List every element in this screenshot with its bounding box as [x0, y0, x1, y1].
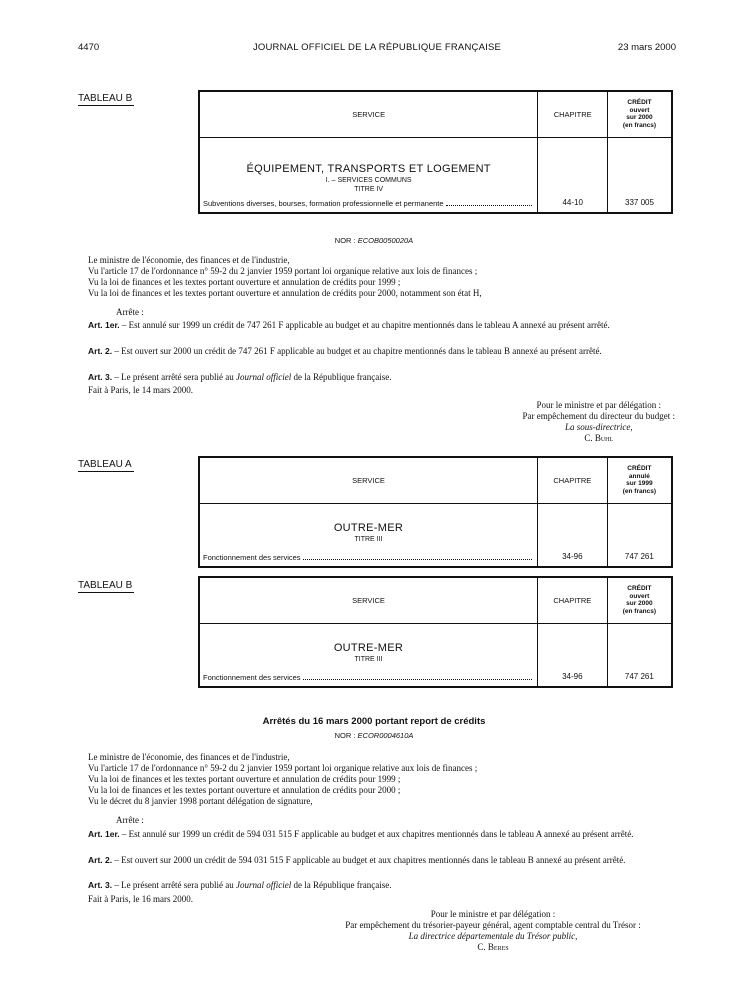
nor-line-2: NOR : ECOR0004610A: [334, 731, 414, 740]
col-chapitre-header: CHAPITRE: [537, 577, 607, 623]
titre-heading: TITRE III: [354, 536, 383, 543]
col-service-header: SERVICE: [199, 577, 537, 623]
table-b2: [198, 576, 673, 688]
amount-cell: 747 261: [607, 623, 672, 687]
ministry-heading: OUTRE-MER: [333, 642, 404, 654]
service-cell: [199, 503, 537, 567]
signature-block-2: Pour le ministre et par délégation : Par empêchement du trésorier-payeur général, agent comptable central du Trésor : La directrice départementale du Trésor public, C. Beres: [316, 909, 670, 953]
col-credit-header: CRÉDIT ouvert sur 2000 (en francs): [607, 91, 672, 137]
visa-5: Vu le décret du 8 janvier 1998 portant délégation de signature,: [88, 796, 313, 806]
article-2: Art. 2. – Est ouvert sur 2000 un crédit de 594 031 515 F applicable au budget et aux chapitres mentionnés dans le tableau B annexé au présent arrêté.: [88, 855, 626, 865]
titre-heading: TITRE IV: [354, 186, 384, 193]
arrete-2: Arrête :: [116, 815, 144, 825]
issue-date: 23 mars 2000: [617, 42, 676, 53]
visa-3: Vu la loi de finances et les textes portant ouverture et annulation de crédits pour 1999 ;: [88, 277, 401, 287]
journal-title: JOURNAL OFFICIEL DE LA RÉPUBLIQUE FRANÇAISE: [252, 42, 502, 53]
table-b2-label: TABLEAU B: [78, 580, 133, 591]
arrete-1: Arrête :: [116, 307, 144, 317]
article-1: Art. 1er. – Est annulé sur 1999 un crédit de 594 031 515 F applicable au budget et aux chapitres mentionnés dans le tableau A annexé au présent arrêté.: [88, 829, 634, 839]
visa-3: Vu la loi de finances et les textes portant ouverture et annulation de crédits pour 1999 ;: [88, 774, 401, 784]
col-chapitre-header: CHAPITRE: [537, 457, 607, 503]
done-at-2: Fait à Paris, le 16 mars 2000.: [88, 894, 193, 904]
article-2: Art. 2. – Est ouvert sur 2000 un crédit de 747 261 F applicable au budget et au chapitre mentionnés dans le tableau B annexé au présent arrêté.: [88, 346, 602, 356]
service-cell: [199, 623, 537, 687]
signature-block-1: Pour le ministre et par délégation : Par empêchement du directeur du budget : La sous-directrice, C. Buhl: [522, 400, 675, 443]
article-3: Art. 3. – Le présent arrêté sera publié au Journal officiel de la République française.: [88, 880, 392, 890]
done-at-1: Fait à Paris, le 14 mars 2000.: [88, 385, 193, 395]
service-cell: [199, 137, 538, 213]
visa-4: Vu la loi de finances et les textes portant ouverture et annulation de crédits pour 2000 ;: [88, 785, 401, 795]
col-credit-header: CRÉDIT annulé sur 1999 (en francs): [607, 457, 672, 503]
article-1: Art. 1er. – Est annulé sur 1999 un crédit de 747 261 F applicable au budget et au chapitre mentionnés dans le tableau A annexé au présent arrêté.: [88, 320, 610, 330]
article-3: Art. 3. – Le présent arrêté sera publié au Journal officiel de la République française.: [88, 372, 392, 382]
col-service-header: SERVICE: [199, 457, 537, 503]
ministry-heading: ÉQUIPEMENT, TRANSPORTS ET LOGEMENT: [246, 163, 491, 175]
table-b1-label: TABLEAU B: [78, 93, 133, 104]
budget-line: Fonctionnement des services: [203, 553, 534, 562]
table-a2: [198, 456, 673, 568]
decree-2-title: Arrêtés du 16 mars 2000 portant report de crédits: [262, 716, 486, 727]
nor-code: ECOB0050020A: [357, 236, 414, 245]
amount-cell: 337 005: [607, 137, 672, 213]
visa-2: Vu l'article 17 de l'ordonnance n° 59-2 du 2 janvier 1959 portant loi organique relative aux lois de finances ;: [88, 763, 478, 773]
budget-line: Fonctionnement des services: [203, 673, 534, 682]
page-number: 4470: [78, 42, 100, 53]
signatory-name: C. Buhl: [584, 433, 614, 443]
nor-line-1: NOR : ECOB0050020A: [334, 236, 414, 245]
col-chapitre-header: CHAPITRE: [538, 91, 608, 137]
running-header: [78, 42, 676, 56]
amount-cell: 747 261: [607, 503, 672, 567]
table-b1: [198, 90, 673, 214]
chapitre-cell: 34-96: [537, 503, 607, 567]
titre-heading: TITRE III: [354, 656, 383, 663]
chapitre-cell: 44-10: [538, 137, 608, 213]
nor-code: ECOR0004610A: [357, 731, 414, 740]
budget-line: Subventions diverses, bourses, formation professionnelle et permanente: [203, 199, 534, 208]
visa-4: Vu la loi de finances et les textes portant ouverture et annulation de crédits pour 2000, notamment son état H,: [88, 288, 482, 298]
visa-1: Le ministre de l'économie, des finances et de l'industrie,: [88, 752, 290, 762]
visa-1: Le ministre de l'économie, des finances et de l'industrie,: [88, 255, 290, 265]
col-credit-header: CRÉDIT ouvert sur 2000 (en francs): [607, 577, 672, 623]
signatory-name: C. Beres: [477, 942, 509, 952]
ministry-heading: OUTRE-MER: [333, 522, 404, 534]
table-a2-label: TABLEAU A: [78, 459, 132, 470]
chapitre-cell: 34-96: [537, 623, 607, 687]
visa-2: Vu l'article 17 de l'ordonnance n° 59-2 du 2 janvier 1959 portant loi organique relative aux lois de finances ;: [88, 266, 478, 276]
col-service-header: SERVICE: [199, 91, 538, 137]
section-heading: I. – SERVICES COMMUNS: [325, 177, 412, 184]
